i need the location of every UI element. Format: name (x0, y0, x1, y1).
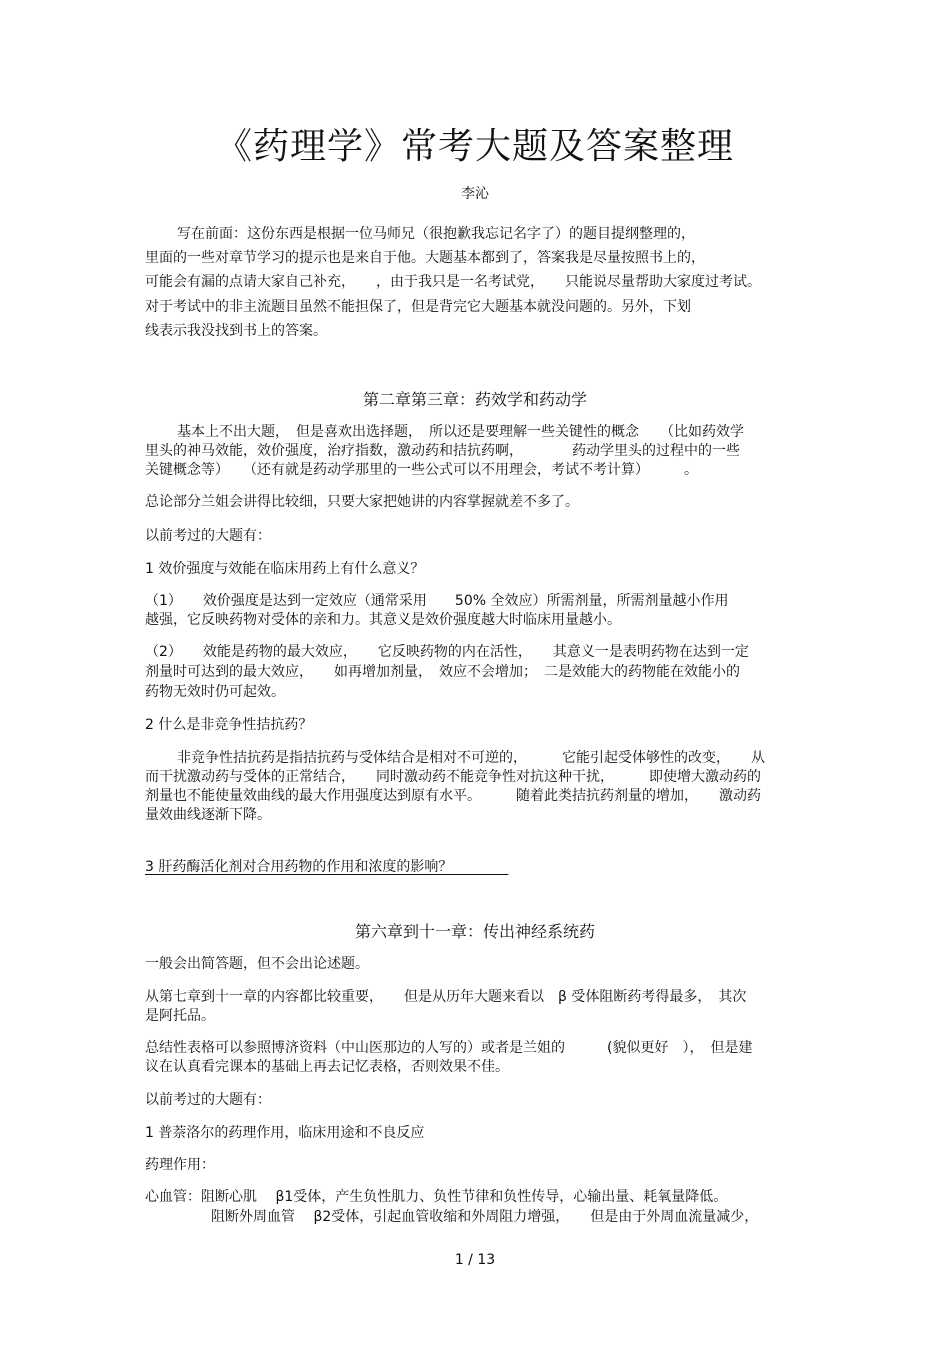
paragraph-line: 议在认真看完课本的基础上再去记忆表格，否则效果不佳。 (145, 1059, 509, 1075)
intro-line-3: 可能会有漏的点请大家自己补充， ，由于我只是一名考试党， 只能说尽量帮助大家度过考试。 (145, 274, 761, 290)
paragraph-line: 以前考过的大题有： (145, 1092, 271, 1108)
paragraph-line: 总论部分兰姐会讲得比较细，只要大家把她讲的内容掌握就差不多了。 (145, 494, 579, 510)
subheading-label: 药理作用： (145, 1157, 215, 1173)
paragraph-line: 是阿托品。 (145, 1008, 215, 1024)
section-heading-pharmacodynamics: 第二章第三章：药效学和药动学 (362, 390, 587, 409)
page-number: 1 / 13 (454, 1252, 496, 1268)
answer-line: （2） 效能是药物的最大效应， 它反映药物的内在活性， 其意义一是表明药物在达到一定 (145, 644, 749, 660)
author-name: 李沁 (461, 186, 489, 202)
paragraph-line: 里头的神马效能，效价强度，治疗指数，激动药和拮抗药啊， 药动学里头的过程中的一些 (145, 443, 740, 459)
section-heading-autonomic: 第六章到十一章：传出神经系统药 (354, 922, 595, 941)
answer-line: 量效曲线逐渐下降。 (145, 807, 271, 823)
answer-line: 阻断外周血管 β2受体，引起血管收缩和外周阻力增强， 但是由于外周血流量减少， (211, 1209, 759, 1225)
answer-line: 越强，它反映药物对受体的亲和力。其意义是效价强度越大时临床用量越小。 (145, 612, 621, 628)
paragraph-line: 基本上不出大题， 但是喜欢出选择题， 所以还是要理解一些关键性的概念 （比如药效学 (177, 424, 744, 440)
paragraph-line: 总结性表格可以参照博济资料（中山医那边的人写的）或者是兰姐的 (貌似更好 ）， 但是建 (145, 1040, 753, 1056)
answer-line: 心血管：阻断心肌 β1受体，产生负性肌力、负性节律和负性传导，心输出量、耗氧量降低。 (145, 1189, 728, 1205)
intro-line-5: 线表示我没找到书上的答案。 (145, 323, 327, 339)
paragraph-line: 以前考过的大题有： (145, 528, 271, 544)
question-heading-underlined: 3 肝药酶活化剂对合用药物的作用和浓度的影响？ (145, 859, 509, 875)
intro-line-2: 里面的一些对章节学习的提示也是来自于他。大题基本都到了，答案我是尽量按照书上的， (145, 250, 705, 266)
answer-line: 非竞争性拮抗药是指拮抗药与受体结合是相对不可逆的， 它能引起受体够性的改变， 从 (177, 750, 765, 766)
intro-line-4: 对于考试中的非主流题目虽然不能担保了，但是背完它大题基本就没问题的。另外，下划 (145, 299, 691, 315)
question-heading: 1 效价强度与效能在临床用药上有什么意义？ (145, 561, 425, 577)
answer-line: 剂量时可达到的最大效应， 如再增加剂量， 效应不会增加； 二是效能大的药物能在效能小的 (145, 664, 740, 680)
intro-line-1: 写在前面：这份东西是根据一位马师兄（很抱歉我忘记名字了）的题目提纲整理的， (177, 226, 695, 242)
answer-line: 而干扰激动药与受体的正常结合， 同时激动药不能竞争性对抗这种干扰， 即使增大激动药的 (145, 769, 761, 785)
question-heading: 2 什么是非竞争性拮抗药？ (145, 717, 313, 733)
answer-line: 药物无效时仍可起效。 (145, 684, 285, 700)
paragraph-line: 关键概念等） （还有就是药动学那里的一些公式可以不用理会，考试不考计算） 。 (145, 462, 698, 478)
answer-line: 剂量也不能使量效曲线的最大作用强度达到原有水平。 随着此类拮抗药剂量的增加， 激动药 (145, 788, 761, 804)
answer-line: （1） 效价强度是达到一定效应（通常采用 50% 全效应）所需剂量，所需剂量越小作用 (145, 593, 729, 609)
paragraph-line: 一般会出简答题，但不会出论述题。 (145, 956, 369, 972)
question-heading: 1 普萘洛尔的药理作用，临床用途和不良反应 (145, 1125, 425, 1141)
paragraph-line: 从第七章到十一章的内容都比较重要， 但是从历年大题来看以 β 受体阻断药考得最多， 其次 (145, 989, 747, 1005)
document-title: 《药理学》常考大题及答案整理 (215, 126, 734, 167)
